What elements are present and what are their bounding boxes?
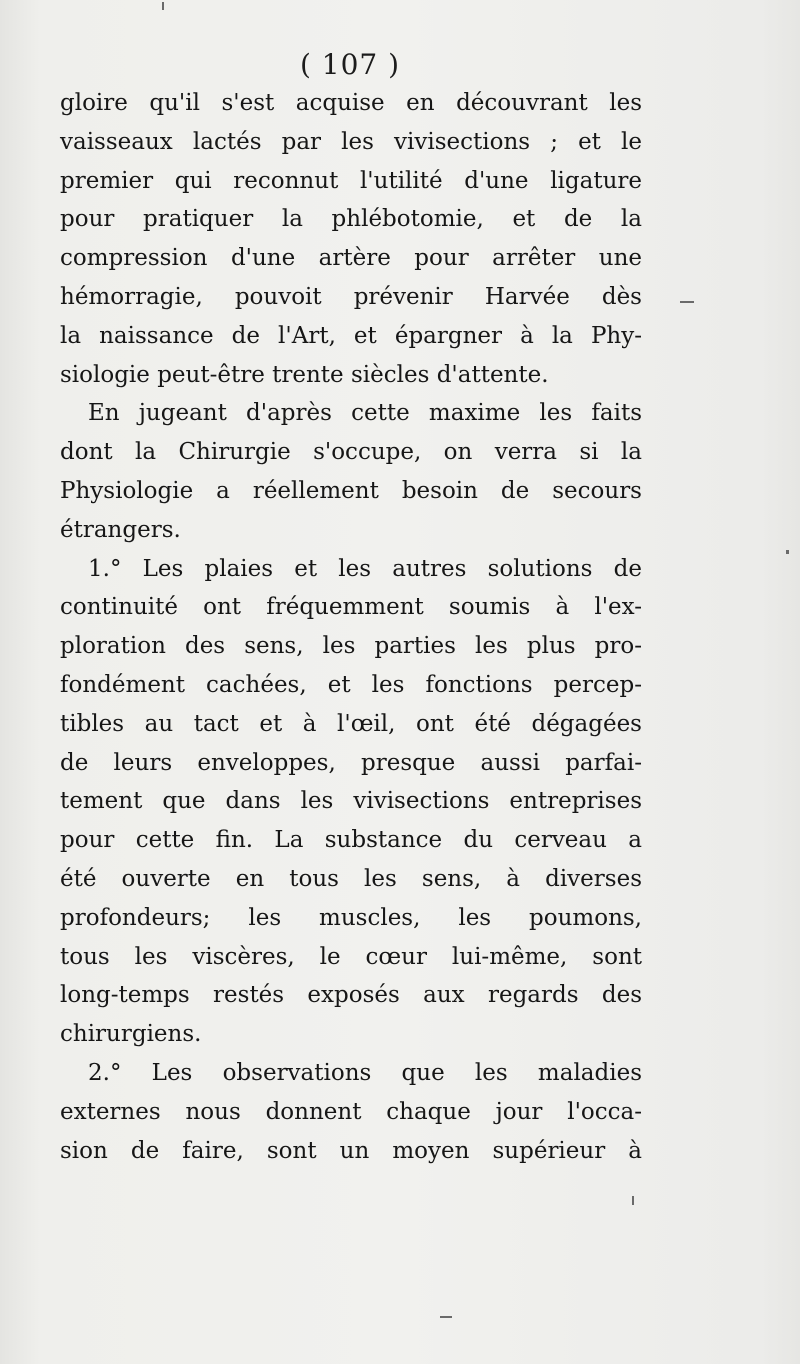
text-line: fondément cachées, et les fonctions percep- <box>60 671 642 698</box>
text-line: pour pratiquer la phlébotomie, et de la <box>60 206 642 233</box>
margin-speck <box>786 550 789 554</box>
text-line: long-temps restés exposés aux regards des <box>60 982 642 1009</box>
text-line: chirurgiens. <box>60 1021 202 1048</box>
text-line: profondeurs; les muscles, les poumons, <box>60 904 642 931</box>
text-line: vaisseaux lactés par les vivisections ; et le <box>60 128 642 155</box>
body-text <box>60 84 642 1170</box>
text-line: Physiologie a réellement besoin de secours <box>60 477 642 504</box>
bottom-speck <box>632 1196 634 1205</box>
text-line: tement que dans les vivisections entreprises <box>60 788 642 815</box>
text-line: continuité ont fréquemment soumis à l'ex- <box>60 594 642 621</box>
text-line: gloire qu'il s'est acquise en découvrant les <box>60 90 642 116</box>
paragraph-start-line: 1.° Les plaies et les autres solutions de <box>88 555 642 582</box>
text-line: compression d'une artère pour arrêter une <box>60 245 642 272</box>
text-line: de leurs enveloppes, presque aussi parfai- <box>60 749 642 776</box>
margin-dash-mark <box>680 301 694 303</box>
text-line: premier qui reconnut l'utilité d'une ligature <box>60 167 642 194</box>
paragraph-start-line: En jugeant d'après cette maxime les faits <box>88 400 642 427</box>
page-number: ( 107 ) <box>299 48 401 81</box>
text-line: dont la Chirurgie s'occupe, on verra si la <box>60 439 642 466</box>
text-line: ploration des sens, les parties les plus pro- <box>60 633 642 660</box>
text-line: tibles au tact et à l'œil, ont été dégagées <box>60 710 642 737</box>
text-line: étrangers. <box>60 516 181 543</box>
top-speck <box>162 2 164 10</box>
text-line: été ouverte en tous les sens, à diverses <box>60 865 642 892</box>
text-line: siologie peut-être trente siècles d'attente. <box>60 361 549 388</box>
text-line: hémorragie, pouvoit prévenir Harvée dès <box>60 283 642 310</box>
text-line: pour cette fin. La substance du cerveau a <box>60 827 642 854</box>
text-line: tous les viscères, le cœur lui-même, sont <box>60 943 642 970</box>
text-line: la naissance de l'Art, et épargner à la Phy- <box>60 322 642 349</box>
text-line: externes nous donnent chaque jour l'occa- <box>60 1098 642 1125</box>
paragraph-start-line: 2.° Les observations que les maladies <box>88 1059 642 1086</box>
bottom-dash-mark <box>440 1316 452 1318</box>
text-line: sion de faire, sont un moyen supérieur à <box>60 1137 642 1164</box>
